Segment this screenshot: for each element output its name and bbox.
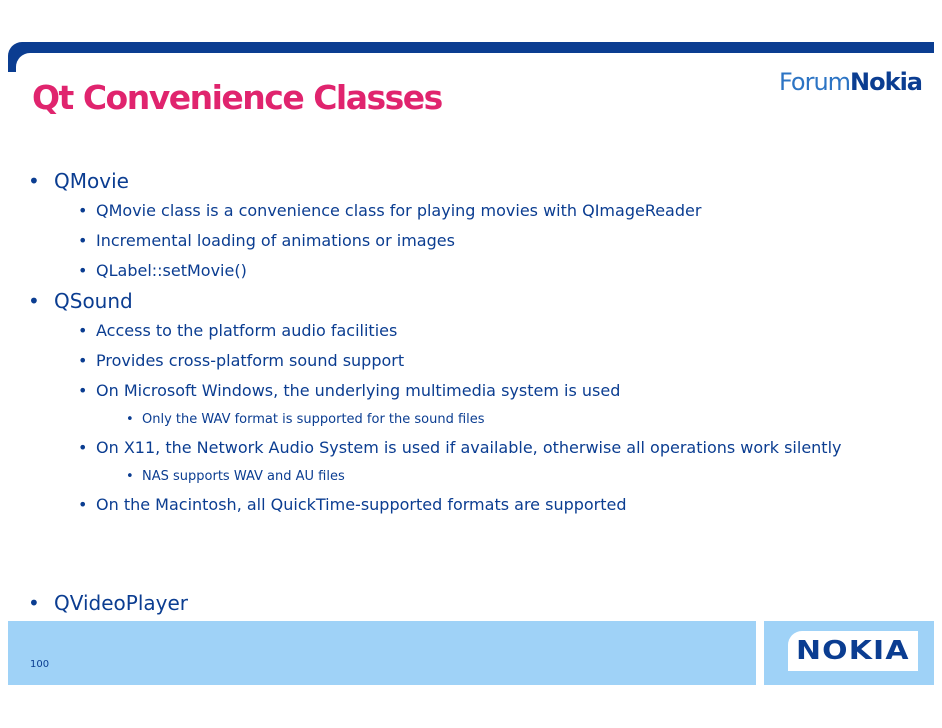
brand-nokia-text: Nokia <box>850 68 922 96</box>
bullet-qsound-item-1: • Access to the platform audio facilities <box>28 316 918 346</box>
bullet-qsound-subitem-x11: • NAS supports WAV and AU files <box>28 463 918 490</box>
bullet-qmovie: • QMovie <box>28 166 918 196</box>
bullet-qmovie-item-3: • QLabel::setMovie() <box>28 256 918 286</box>
footer-divider <box>756 621 764 685</box>
nokia-logo: NOKIA <box>796 636 910 666</box>
brand-forum-text: Forum <box>778 68 851 96</box>
bullet-qmovie-item-1: • QMovie class is a convenience class for playing movies with QImageReader <box>28 196 918 226</box>
bullet-qmovie-item-2: • Incremental loading of animations or images <box>28 226 918 256</box>
bullet-list <box>28 166 918 618</box>
bullet-qsound-subitem-windows: • Only the WAV format is supported for the sound files <box>28 406 918 433</box>
bullet-qsound-item-3: • On Microsoft Windows, the underlying multimedia system is used <box>28 376 918 406</box>
forum-nokia-logo <box>779 70 922 94</box>
bullet-qvideoplayer: • QVideoPlayer <box>28 588 918 618</box>
spacer <box>28 520 918 588</box>
bullet-qsound-item-5: • On the Macintosh, all QuickTime-supported formats are supported <box>28 490 918 520</box>
slide-title: Qt Convenience Classes <box>32 78 442 117</box>
bullet-qsound-item-4: • On X11, the Network Audio System is used if available, otherwise all operations work silently <box>28 433 918 463</box>
page-number: 100 <box>30 659 50 670</box>
bullet-qsound: • QSound <box>28 286 918 316</box>
bullet-qsound-item-2: • Provides cross-platform sound support <box>28 346 918 376</box>
